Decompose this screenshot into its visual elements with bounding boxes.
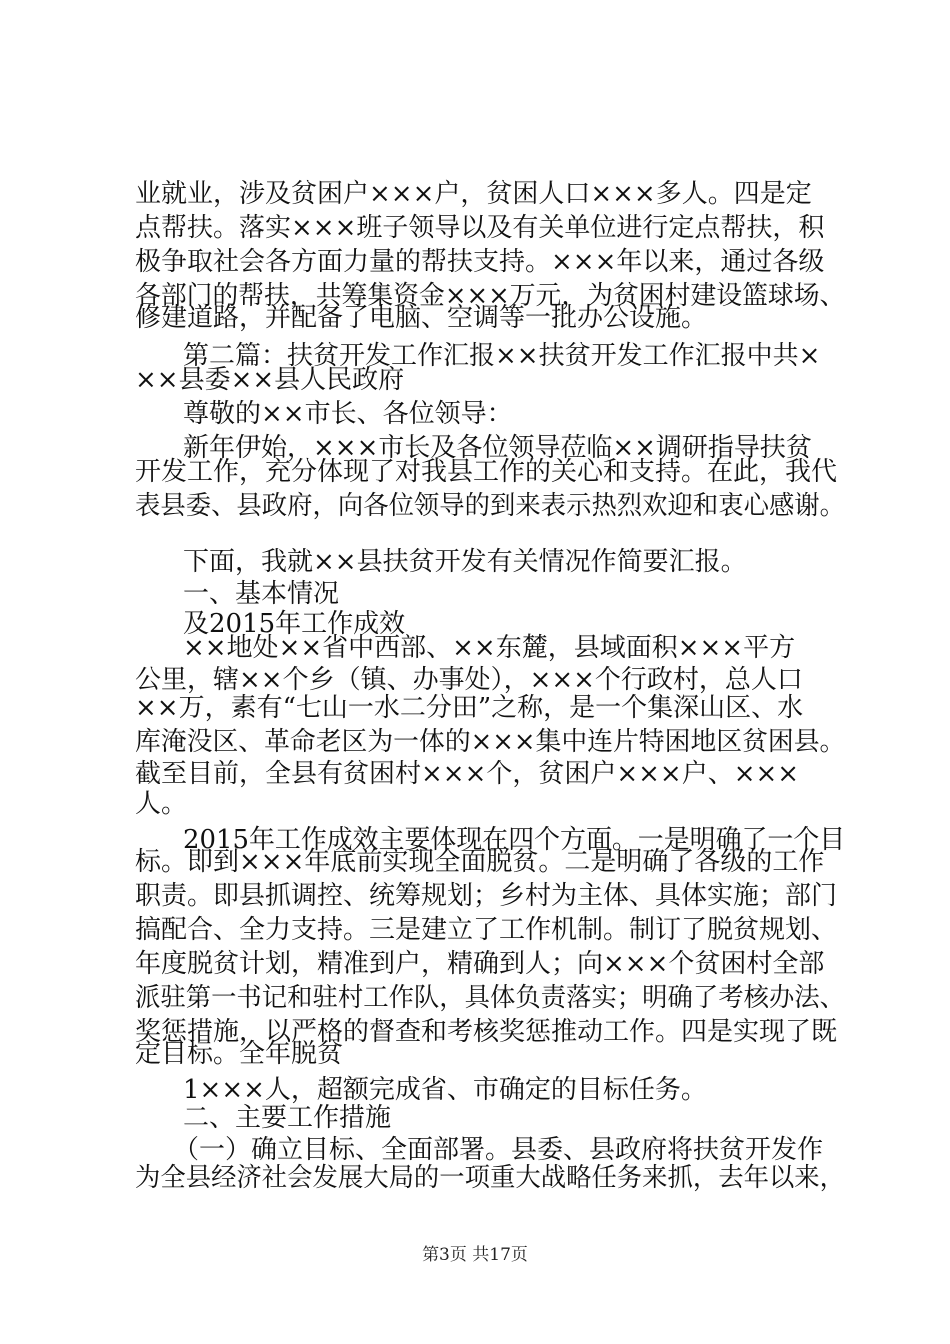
body-line: 新年伊始，×××市长及各位领导莅临××调研指导扶贫	[183, 433, 812, 463]
salutation: 尊敬的××市长、各位领导：	[183, 399, 513, 429]
section-heading: 及2015年工作成效	[183, 609, 406, 639]
body-line: 截至目前，全县有贫困村×××个，贫困户×××户、×××	[135, 759, 800, 789]
body-line: 开发工作，充分体现了对我县工作的关心和支持。在此，我代	[135, 457, 838, 487]
section-heading: 一、基本情况	[183, 579, 340, 609]
body-line: 下面，我就××县扶贫开发有关情况作简要汇报。	[183, 547, 747, 577]
section-heading: ××县委××县人民政府	[135, 365, 405, 395]
body-line: 库淹没区、革命老区为一体的×××集中连片特困地区贫困县。	[135, 727, 846, 757]
body-line: 人。	[135, 789, 188, 819]
body-line: 公里，辖××个乡（镇、办事处），×××个行政村，总人口	[135, 665, 803, 695]
page-number: 第3页 共17页	[422, 1245, 528, 1265]
body-line: 点帮扶。落实×××班子领导以及有关单位进行定点帮扶，积	[135, 213, 825, 243]
body-line: 极争取社会各方面力量的帮扶支持。×××年以来，通过各级	[135, 247, 825, 277]
body-line: 标。即到×××年底前实现全面脱贫。二是明确了各级的工作	[135, 847, 825, 877]
section-heading: 第二篇：扶贫开发工作汇报××扶贫开发工作汇报中共×	[183, 341, 821, 371]
body-line: 修建道路，并配备了电脑、空调等一批办公设施。	[135, 303, 708, 333]
body-line: 1×××人，超额完成省、市确定的目标任务。	[183, 1075, 707, 1105]
body-line: 业就业，涉及贫困户×××户，贫困人口×××多人。四是定	[135, 179, 812, 209]
body-line: 年度脱贫计划，精准到户，精确到人；向×××个贫困村全部	[135, 949, 825, 979]
body-line: 各部门的帮扶，共筹集资金×××万元，为贫困村建设篮球场、	[135, 281, 846, 311]
body-line: 搞配合、全力支持。三是建立了工作机制。制订了脱贫规划、	[135, 915, 838, 945]
body-line: ××万，素有“七山一水二分田”之称，是一个集深山区、水	[135, 693, 804, 723]
body-line: 定目标。全年脱贫	[135, 1039, 344, 1069]
section-heading: 二、主要工作措施	[183, 1103, 392, 1133]
body-line: ××地处××省中西部、××东麓，县域面积×××平方	[183, 633, 796, 663]
body-line: 职责。即县抓调控、统筹规划；乡村为主体、具体实施；部门	[135, 881, 838, 911]
body-line: 奖惩措施，以严格的督查和考核奖惩推动工作。四是实现了既	[135, 1017, 838, 1047]
body-line: 2015年工作成效主要体现在四个方面。一是明确了一个目	[183, 825, 846, 855]
body-line: 为全县经济社会发展大局的一项重大战略任务来抓，去年以来，	[135, 1163, 846, 1193]
body-line: 派驻第一书记和驻村工作队，具体负责落实；明确了考核办法、	[135, 983, 846, 1013]
body-line: 表县委、县政府，向各位领导的到来表示热烈欢迎和衷心感谢。	[135, 491, 846, 521]
body-line: （一）确立目标、全面部署。县委、县政府将扶贫开发作	[173, 1135, 824, 1165]
